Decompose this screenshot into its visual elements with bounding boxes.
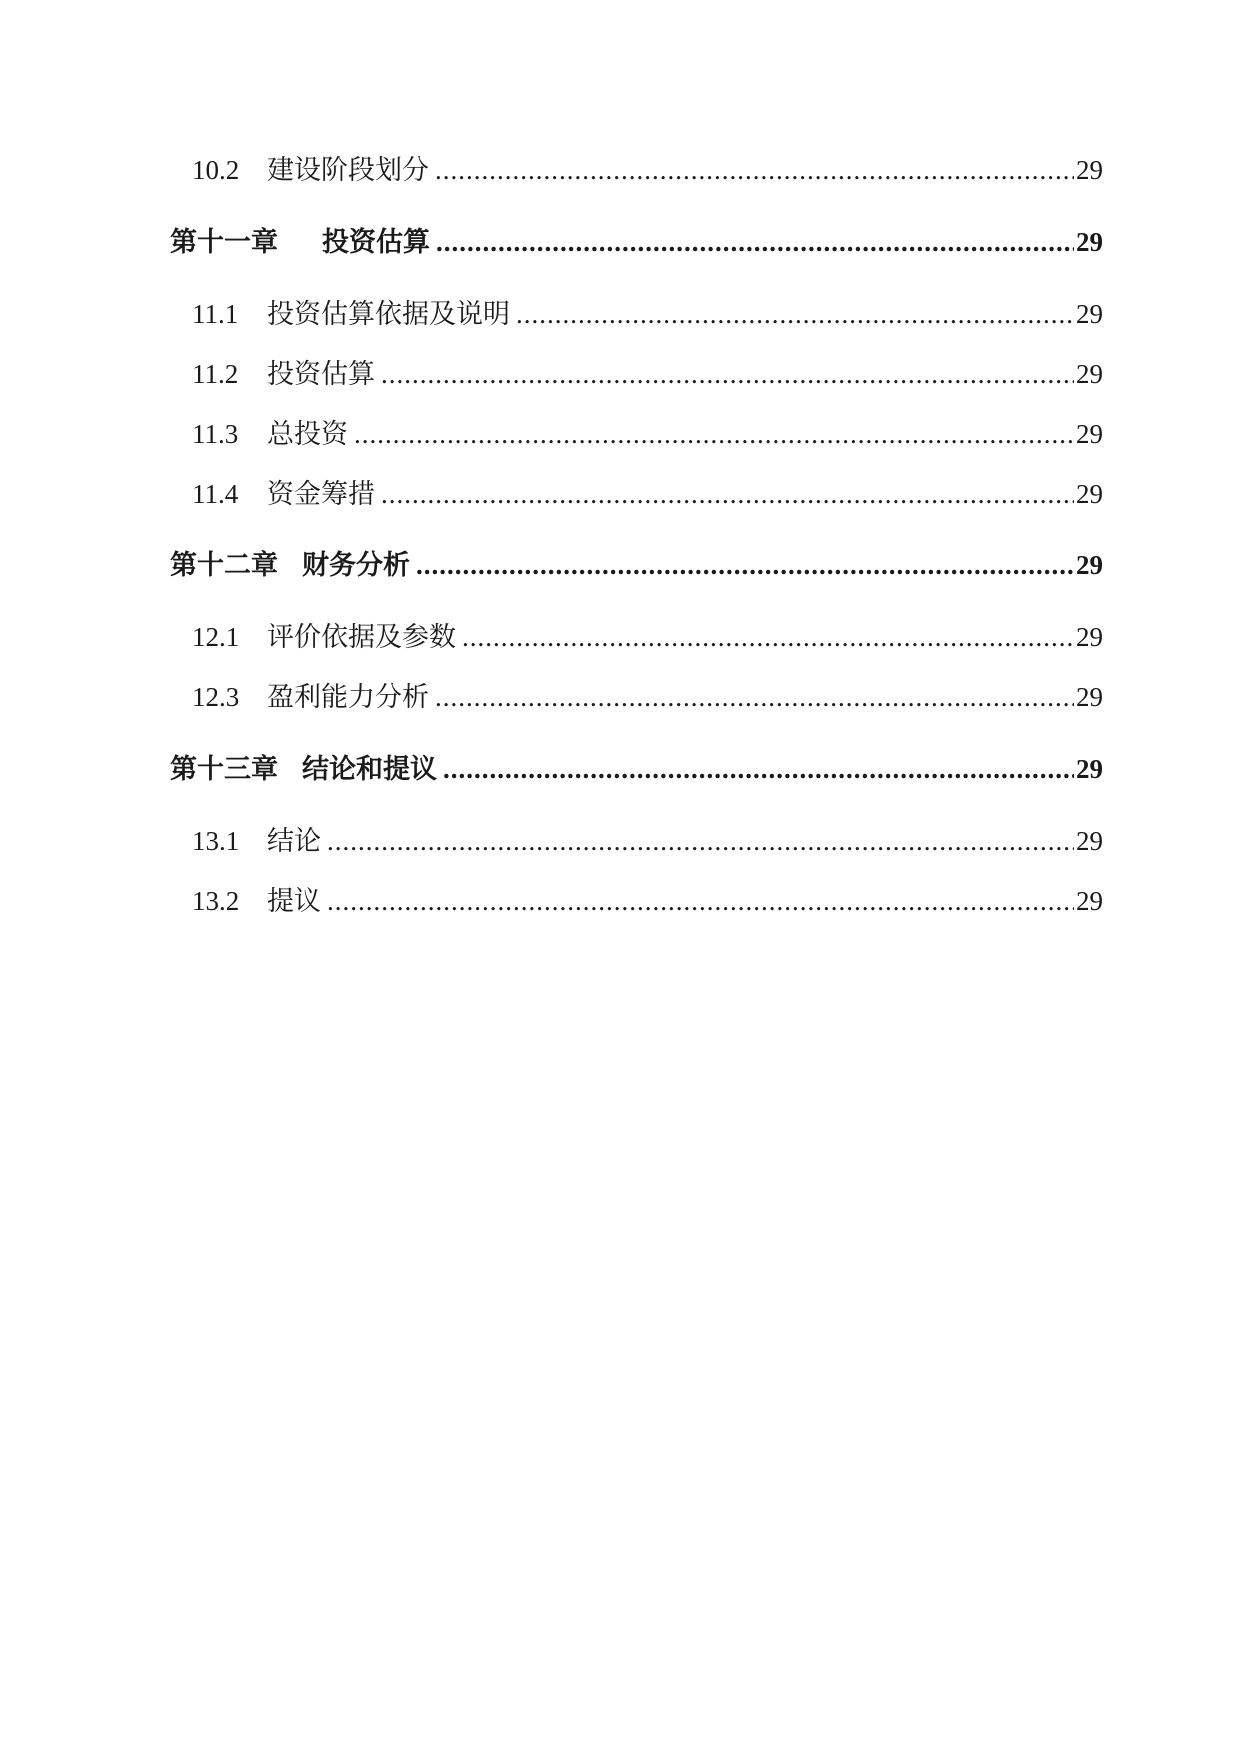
toc-entry-page: 29: [1076, 359, 1103, 389]
toc-chapter-11[interactable]: [170, 220, 1103, 259]
toc-entry-13-2[interactable]: [192, 879, 1103, 918]
toc-entry-title: 资金筹措: [267, 479, 375, 510]
toc-entry-11-2[interactable]: [192, 352, 1103, 391]
toc-dot-leader: [327, 886, 1074, 917]
toc-entry-11-1[interactable]: [192, 292, 1103, 331]
toc-dot-leader: [327, 826, 1074, 857]
toc-entry-12-3[interactable]: [192, 675, 1103, 714]
toc-chapter-title: 结论和提议: [302, 754, 437, 785]
toc-entry-title: 评价依据及参数: [267, 622, 456, 653]
toc-entry-13-1[interactable]: [192, 819, 1103, 858]
toc-entry-page: 29: [1076, 682, 1103, 712]
toc-entry-number: 11.1: [192, 299, 239, 329]
toc-chapter-number: 第十二章: [170, 550, 278, 580]
toc-dot-leader: [516, 299, 1074, 330]
toc-entry-number: 11.3: [192, 419, 239, 449]
toc-chapter-title: 财务分析: [302, 550, 410, 581]
toc-entry-10-2[interactable]: [192, 148, 1103, 187]
toc-entry-title: 结论: [267, 826, 321, 857]
toc-dot-leader: [381, 359, 1074, 390]
toc-chapter-13[interactable]: [170, 747, 1103, 786]
toc-entry-number: 11.4: [192, 479, 239, 509]
toc-entry-title: 总投资: [267, 419, 348, 450]
toc-entry-number: 13.2: [192, 886, 240, 916]
toc-entry-title: 建设阶段划分: [267, 155, 429, 186]
toc-dot-leader: [416, 550, 1074, 581]
toc-entry-title: 投资估算: [267, 359, 375, 390]
toc-entry-number: 13.1: [192, 826, 240, 856]
toc-entry-number: 10.2: [192, 155, 240, 185]
toc-dot-leader: [435, 682, 1074, 713]
toc-entry-page: 29: [1076, 299, 1103, 329]
toc-entry-title: 盈利能力分析: [267, 682, 429, 713]
toc-dot-leader: [381, 479, 1074, 510]
toc-entry-title: 投资估算依据及说明: [267, 299, 510, 330]
toc-entry-page: 29: [1076, 886, 1103, 916]
toc-dot-leader: [435, 155, 1074, 186]
toc-entry-number: 12.3: [192, 682, 240, 712]
toc-chapter-page: 29: [1076, 754, 1103, 784]
toc-entry-page: 29: [1076, 155, 1103, 185]
toc-chapter-number: 第十三章: [170, 754, 278, 784]
toc-entry-number: 12.1: [192, 622, 240, 652]
toc-dot-leader: [443, 754, 1074, 785]
toc-chapter-number: 第十一章: [170, 227, 278, 257]
toc-entry-page: 29: [1076, 419, 1103, 449]
toc-entry-page: 29: [1076, 826, 1103, 856]
toc-entry-page: 29: [1076, 479, 1103, 509]
toc-entry-page: 29: [1076, 622, 1103, 652]
toc-entry-number: 11.2: [192, 359, 239, 389]
toc-dot-leader: [436, 227, 1074, 258]
toc-entry-11-3[interactable]: [192, 412, 1103, 451]
toc-dot-leader: [354, 419, 1074, 450]
toc-entry-12-1[interactable]: [192, 615, 1103, 654]
toc-chapter-page: 29: [1076, 227, 1103, 257]
toc-entry-11-4[interactable]: [192, 472, 1103, 511]
toc-chapter-12[interactable]: [170, 543, 1103, 582]
toc-chapter-title: 投资估算: [322, 227, 430, 258]
toc-dot-leader: [462, 622, 1074, 653]
toc-chapter-page: 29: [1076, 550, 1103, 580]
toc-entry-title: 提议: [267, 886, 321, 917]
